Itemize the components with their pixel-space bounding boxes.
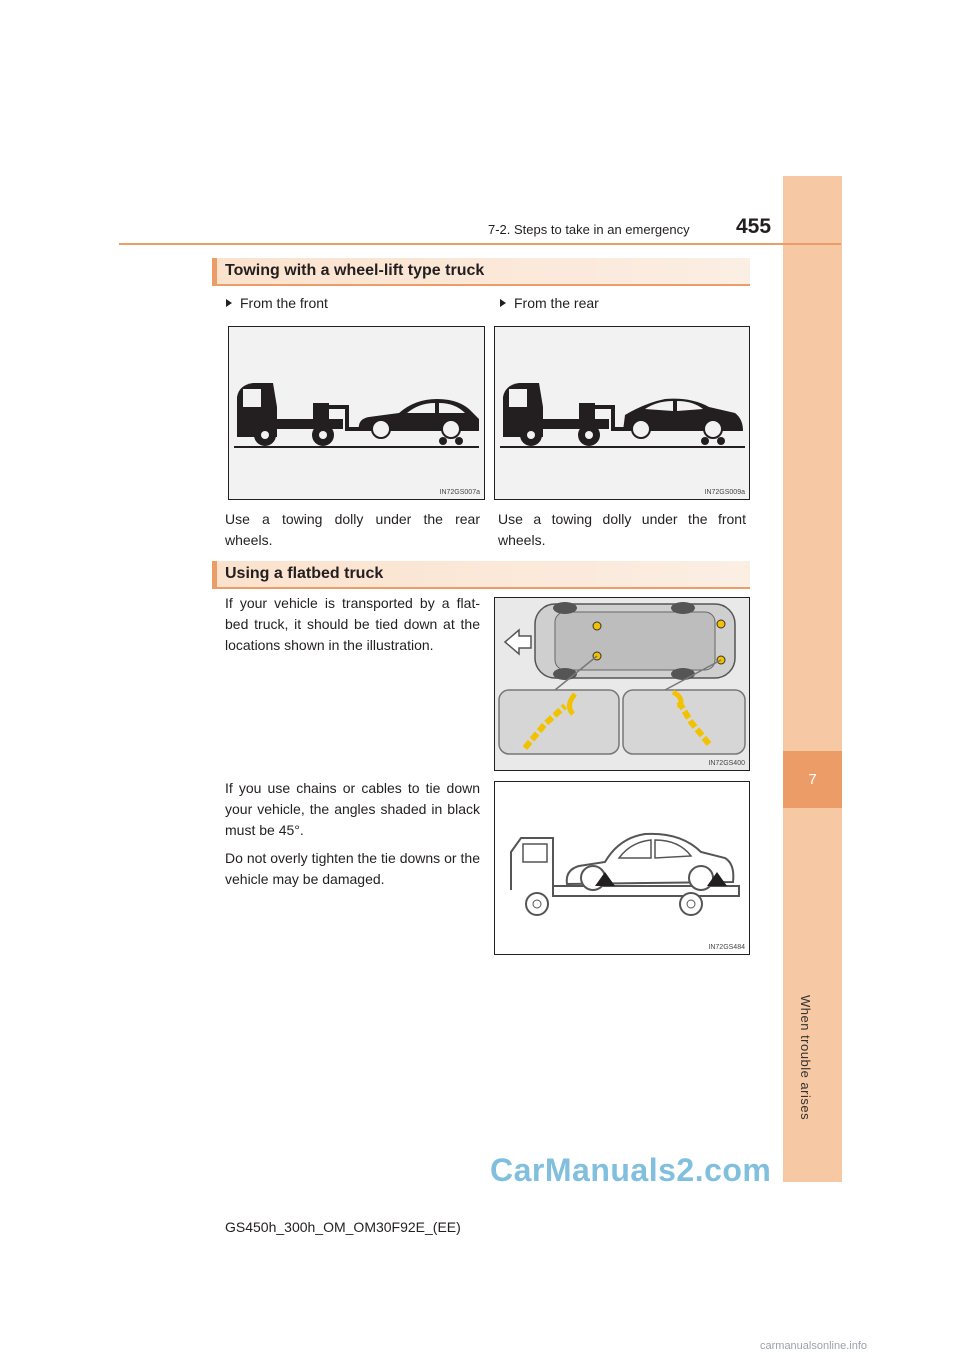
bullet-triangle-icon <box>500 299 506 307</box>
flatbed-truck-illustration <box>495 782 749 954</box>
footer-doc-code: GS450h_300h_OM_OM30F92E_(EE) <box>225 1219 461 1235</box>
header-section-title: 7-2. Steps to take in an emergency <box>488 222 690 237</box>
figure-code: IN72GS007a <box>439 489 480 496</box>
figure-tow-front <box>228 326 485 500</box>
watermark-footer: carmanualsonline.info <box>760 1340 868 1352</box>
bullet-text: From the rear <box>514 295 599 311</box>
section-heading-text: Towing with a wheel-lift type truck <box>225 262 485 279</box>
bullet-triangle-icon <box>226 299 232 307</box>
figure-code: IN72GS400 <box>708 760 745 767</box>
bullet-from-rear <box>500 295 599 311</box>
figure-code: IN72GS009a <box>704 489 745 496</box>
paragraph-do-not-overtighten: Do not overly tighten the tie downs or the vehicle may be damaged. <box>225 850 480 887</box>
caption-front: Use a towing dolly under the rear wheels. <box>225 511 480 548</box>
header-rule <box>119 243 841 245</box>
section-heading-flatbed <box>212 561 750 589</box>
chapter-side-tab <box>783 176 842 1182</box>
figure-code: IN72GS484 <box>708 944 745 951</box>
bullet-text: From the front <box>240 295 328 311</box>
figure-tie-down-locations <box>494 597 750 771</box>
section-heading-text: Using a flatbed truck <box>225 565 384 582</box>
chapter-number: 7 <box>808 771 817 788</box>
figure-tow-rear <box>494 326 750 500</box>
chapter-title: When trouble arises <box>798 995 813 1121</box>
section-heading-towing <box>212 258 750 286</box>
figure-flatbed-truck <box>494 781 750 955</box>
bullet-from-front <box>226 295 328 311</box>
tow-truck-front-illustration <box>229 327 484 499</box>
tow-truck-rear-illustration <box>495 327 749 499</box>
page-number: 455 <box>736 215 772 238</box>
paragraph-chain-angle: If you use chains or cables to tie down your vehicle, the angles shaded in black must be 45°. <box>225 780 480 838</box>
caption-rear: Use a towing dolly under the front wheels. <box>498 511 746 548</box>
paragraph-flatbed-tie-down: If your vehicle is transported by a flat-bed truck, it should be tied down at the locations shown in the illustration. <box>225 595 480 653</box>
vehicle-underside-illustration <box>495 598 749 770</box>
watermark-logo: CarManuals2.com <box>490 1152 772 1188</box>
